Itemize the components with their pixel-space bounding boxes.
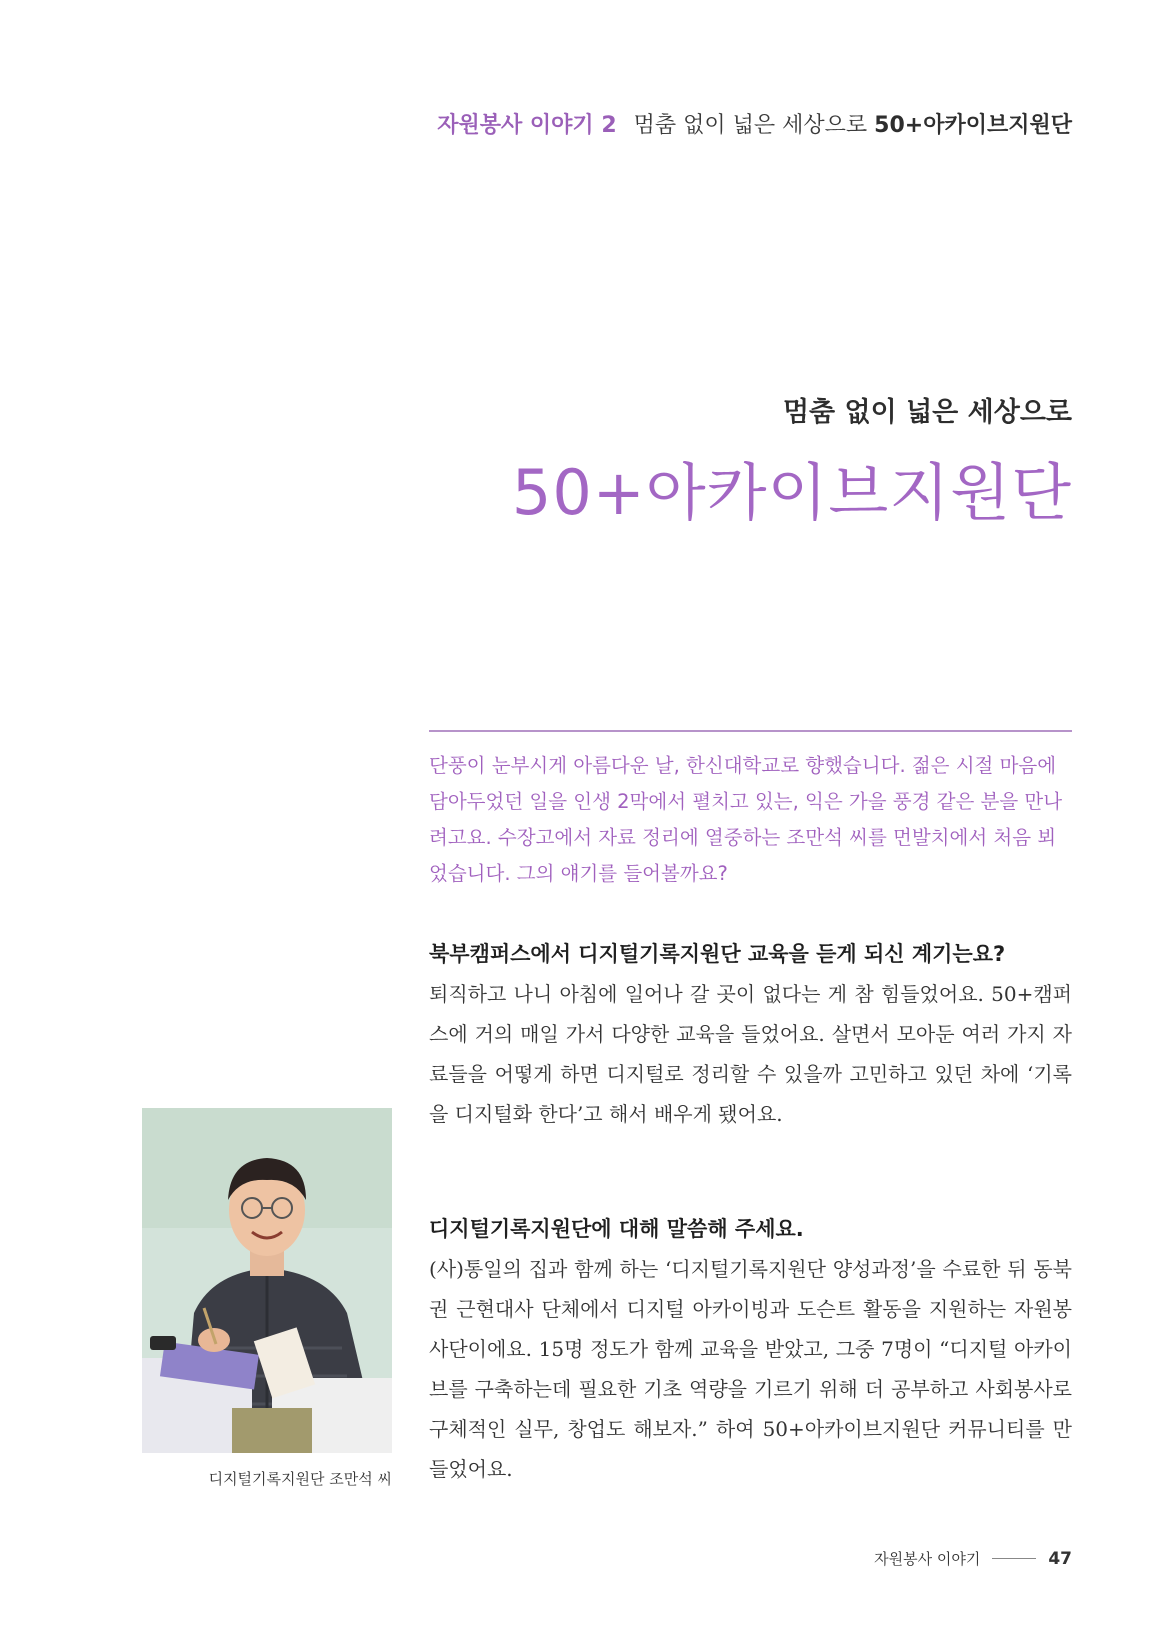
question-1: 북부캠퍼스에서 디지털기록지원단 교육을 듣게 되신 계기는요?	[429, 942, 1006, 966]
answer-1: 퇴직하고 나니 아침에 일어나 갈 곳이 없다는 게 참 힘들었어요. 50+캠퍼스에 거의 매일 가서 다양한 교육을 들었어요. 살면서 모아둔 여러 가지 자료들을 어떻게 하면 디지털로 정리할 수 있을까 고민하고 있던 차에 ‘기록을 디지털화 한다’고 해서 배우게 됐어요.	[429, 982, 1072, 1126]
title-block	[512, 390, 1072, 532]
intro-divider	[429, 730, 1072, 732]
photo-caption: 디지털기록지원단 조만석 씨	[208, 1470, 392, 1488]
running-header-subtitle: 멈춤 없이 넓은 세상으로	[633, 113, 868, 138]
intro-paragraph: 단풍이 눈부시게 아름다운 날, 한신대학교로 향했습니다. 젊은 시절 마음에 담아두었던 일을 인생 2막에서 펼치고 있는, 익은 가을 풍경 같은 분을 만나려고요. 수장고에서 자료 정리에 열중하는 조만석 씨를 먼발치에서 처음 뵈었습니다. 그의 얘기를 들어볼까요?	[429, 754, 1063, 885]
article-title: 50+아카이브지원단	[511, 456, 1072, 529]
qa-block-1	[429, 938, 1072, 1134]
running-header	[437, 108, 1072, 139]
question-2: 디지털기록지원단에 대해 말씀해 주세요.	[429, 1217, 804, 1241]
interviewee-portrait-icon	[142, 1108, 392, 1453]
article-kicker: 멈춤 없이 넓은 세상으로	[782, 397, 1072, 428]
running-header-subtitle-bold: 50+아카이브지원단	[874, 113, 1072, 138]
footer-rule	[992, 1558, 1036, 1559]
interviewee-photo	[142, 1108, 392, 1453]
page-number: 47	[1048, 1548, 1072, 1569]
qa-block-2	[429, 1213, 1072, 1489]
running-header-section: 자원봉사 이야기 2	[437, 113, 617, 138]
answer-2: (사)통일의 집과 함께 하는 ‘디지털기록지원단 양성과정’을 수료한 뒤 동북권 근현대사 단체에서 디지털 아카이빙과 도슨트 활동을 지원하는 자원봉사단이에요. 15명 정도가 함께 교육을 받았고, 그중 7명이 “디지털 아카이브를 구축하는데 필요한 기초 역량을 기르기 위해 더 공부하고 사회봉사로 구체적인 실무, 창업도 해보자.” 하여 50+아카이브지원단 커뮤니티를 만들었어요.	[429, 1257, 1072, 1481]
page-footer	[874, 1548, 1072, 1569]
footer-section-label: 자원봉사 이야기	[874, 1550, 981, 1568]
